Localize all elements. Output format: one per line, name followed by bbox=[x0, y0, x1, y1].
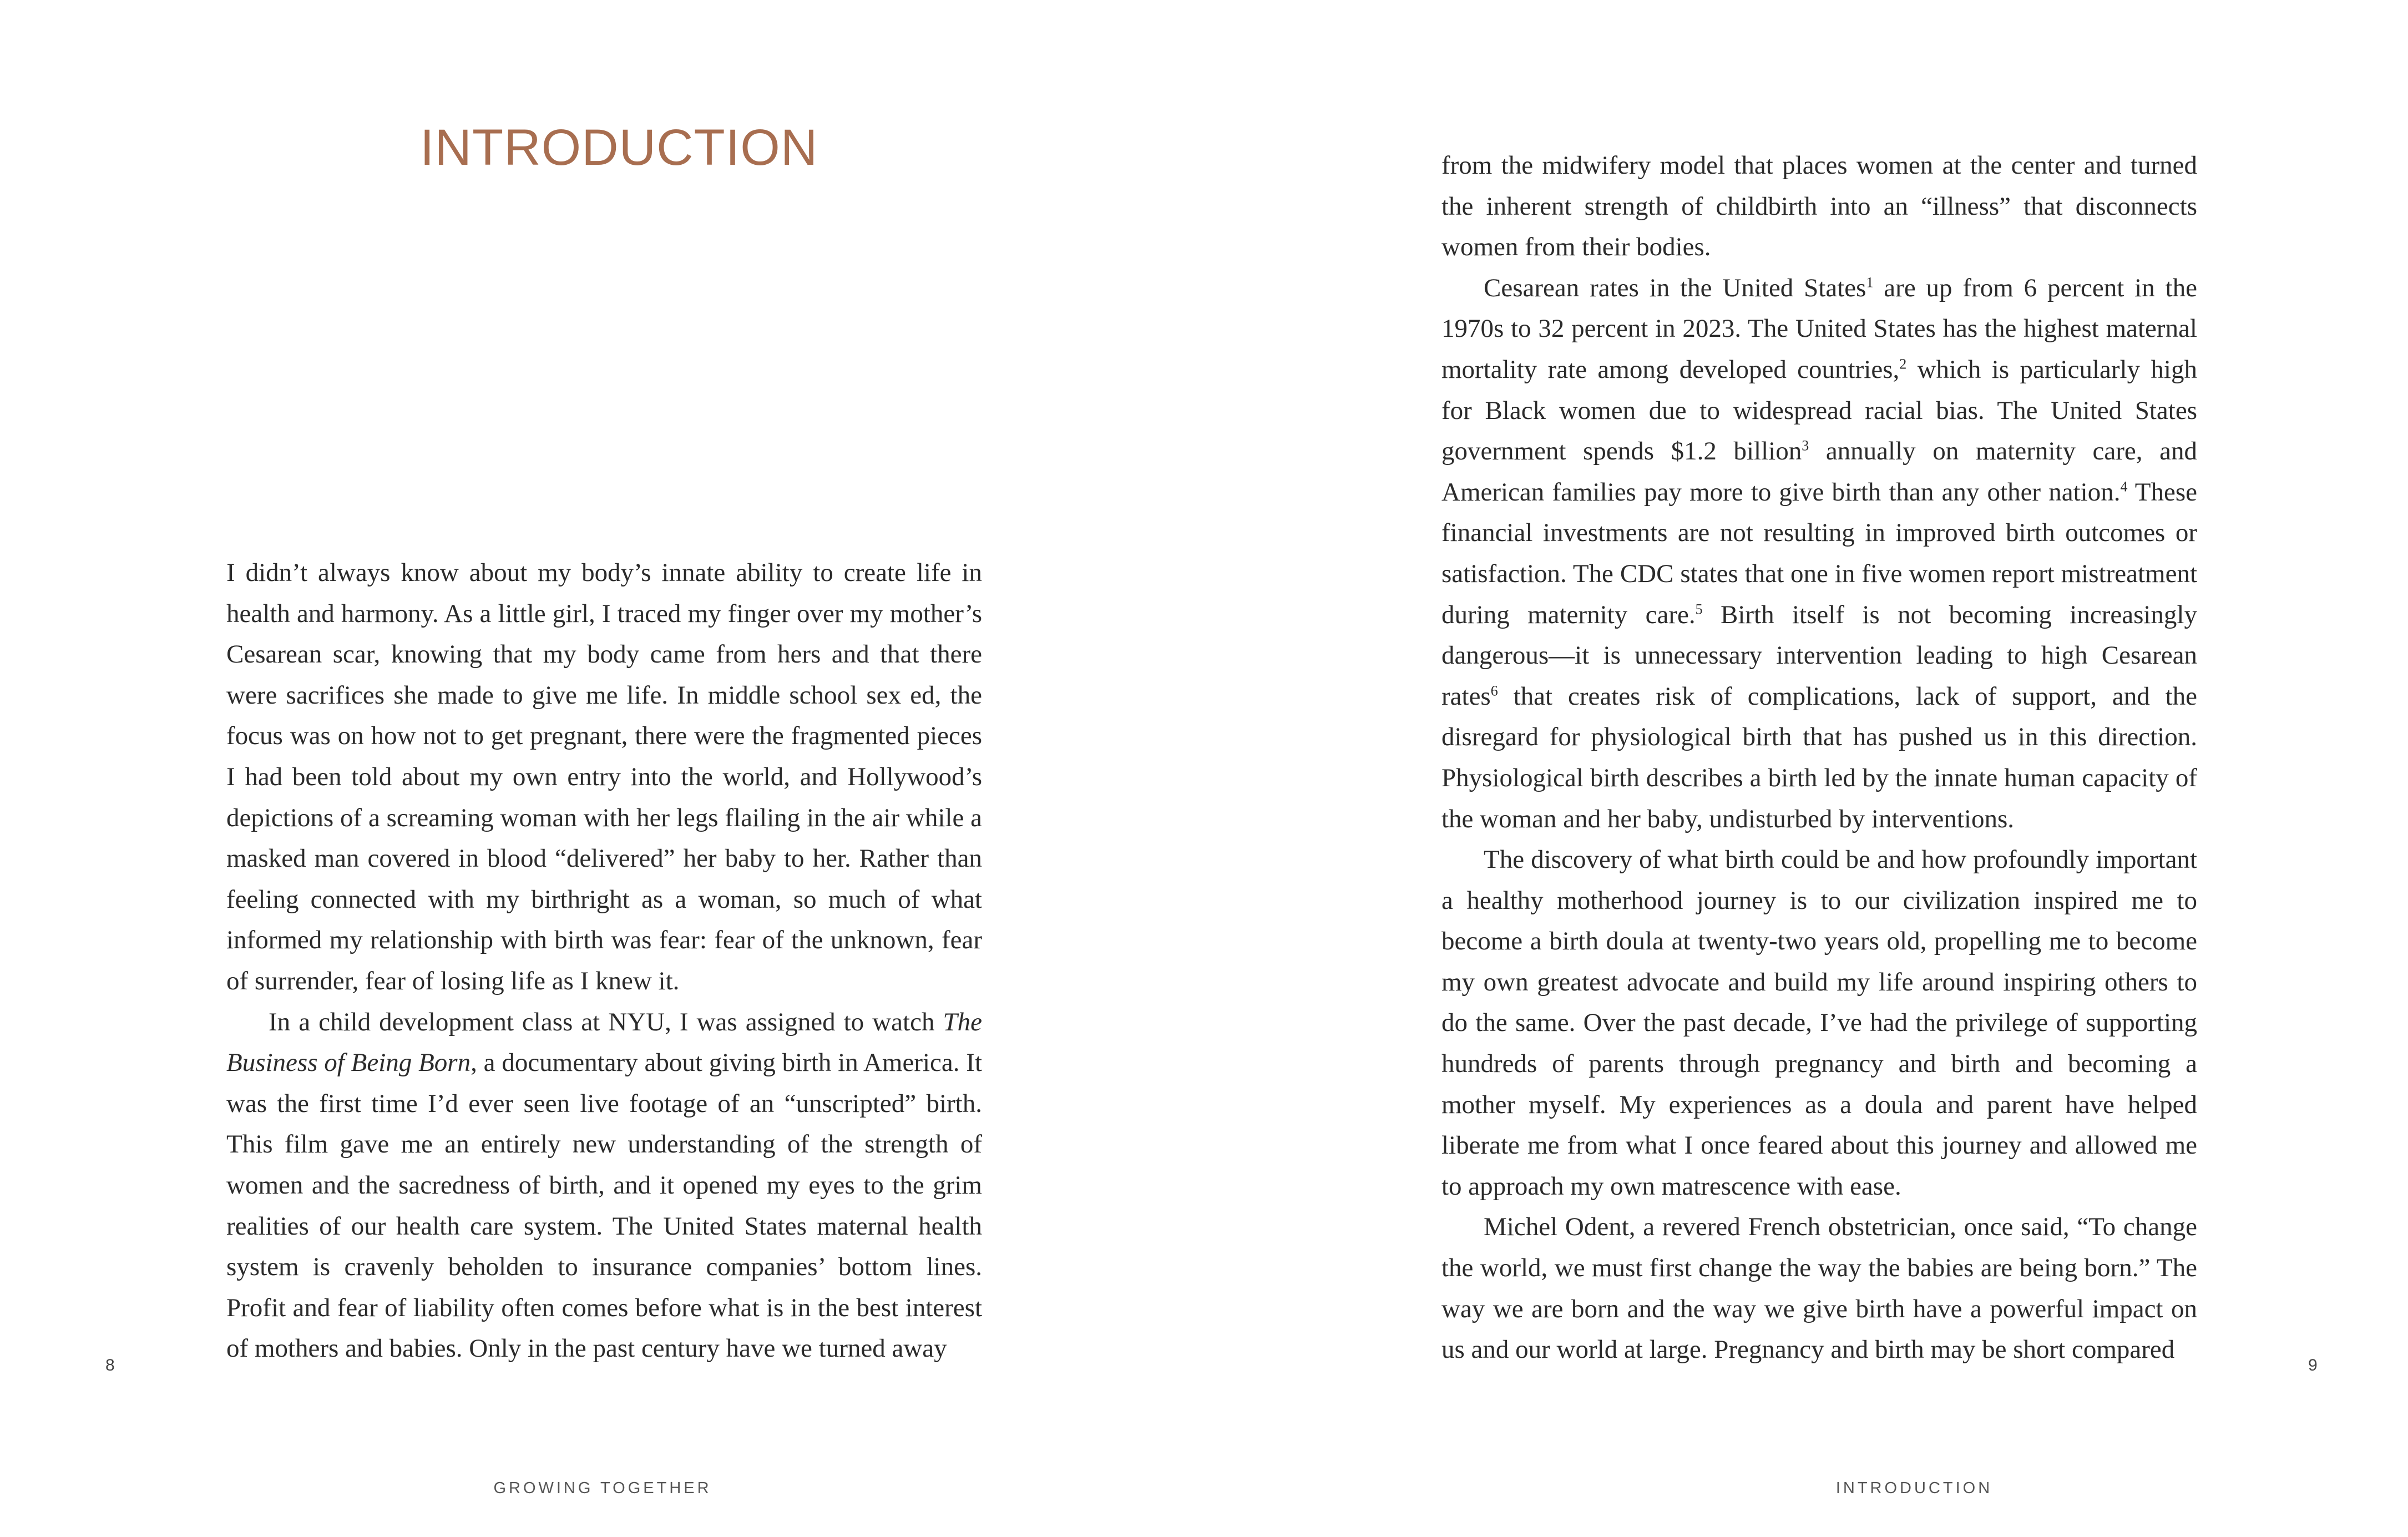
right-paragraph-3: The discovery of what birth could be and how profoundly important a healthy motherhood journey is to our civilization inspired me to become a birth doula at twenty-two years old, propelling me to become my own greatest advocate and build my life around inspiring others to do the same. Over the past decade, I’ve had the privilege of supporting hundreds of parents through pregnancy and birth and becoming a mother myself. My experiences as a doula and parent have helped liberate me from what I once feared about this journey and allowed me to approach my own matrescence with ease. bbox=[1441, 845, 2197, 1201]
chapter-title: INTRODUCTION bbox=[420, 119, 818, 176]
paragraph-text: annually on maternity care, and American families pay more to give birth than any other nation. bbox=[1441, 437, 2197, 507]
page-number-right: 9 bbox=[2308, 1356, 2318, 1374]
footnote-mark: 5 bbox=[1695, 600, 1703, 617]
running-foot-left: GROWING TOGETHER bbox=[493, 1479, 712, 1497]
right-body-text bbox=[1441, 145, 2197, 1371]
footnote-mark: 6 bbox=[1490, 682, 1498, 699]
paragraph-text: Cesarean rates in the United States bbox=[1484, 273, 1866, 302]
footnote-mark: 1 bbox=[1866, 274, 1874, 291]
right-page bbox=[1204, 0, 2408, 1537]
page-number-left: 8 bbox=[105, 1356, 115, 1374]
left-body-text bbox=[226, 553, 982, 1369]
paragraph-text: are up from 6 percent in the 1970s to 32 percent in 2023. The United States has the highest maternal mortality rate among developed countries, bbox=[1441, 273, 2197, 384]
right-paragraph-2 bbox=[1441, 268, 2197, 840]
footnote-mark: 4 bbox=[2120, 478, 2128, 495]
paragraph-text: In a child development class at NYU, I was assigned to watch bbox=[269, 1007, 943, 1037]
paragraph-text: These financial investments are not resulting in improved birth outcomes or satisfaction. The CDC states that one in five women report mistreatment during maternity care. bbox=[1441, 477, 2197, 629]
footnote-mark: 2 bbox=[1899, 356, 1907, 372]
running-foot-right: INTRODUCTION bbox=[1835, 1479, 1993, 1497]
paragraph-text: , a documentary about giving birth in America. It was the first time I’d ever seen live footage of an “unscripted” birth. This film gave me an entirely new understanding of the strength of women and the sacredness of birth, and it opened my eyes to the grim realities of our health care system. The United States maternal health system is cravenly beholden to insurance companies’ bottom lines. Profit and fear of liability often comes before what is in the best interest of mothers and babies. Only in the past century have we turned away bbox=[226, 1048, 983, 1363]
paragraph-text: which is particularly high for Black women due to widespread racial bias. The United States government spends $1.2 billion bbox=[1441, 355, 2197, 466]
paragraph-text: Birth itself is not becoming increasingly dangerous—it is unnecessary intervention leading to high Cesarean rates bbox=[1441, 600, 2197, 711]
right-paragraph-4: Michel Odent, a revered French obstetrician, once said, “To change the world, we must first change the way the babies are being born.” The way we are born and the way we give birth have a powerful impact on us and our world at large. Pregnancy and birth may be short compared bbox=[1441, 1212, 2197, 1364]
left-paragraph-2 bbox=[226, 1002, 982, 1369]
paragraph-text: that creates risk of complications, lack of support, and the disregard for physiological birth that has pushed us in this direction. Physiological birth describes a birth led by the innate human capacity of the woman and her baby, undisturbed by interventions. bbox=[1441, 681, 2197, 833]
right-paragraph-1: from the midwifery model that places women at the center and turned the inherent strength of childbirth into an “illness” that disconnects women from their bodies. bbox=[1441, 151, 2197, 262]
left-paragraph-1: I didn’t always know about my body’s innate ability to create life in health and harmony. As a little girl, I traced my finger over my mother’s Cesarean scar, knowing that my body came from hers and that there were sacrifices she made to give me life. In middle school sex ed, the focus was on how not to get pregnant, there were the fragmented pieces I had been told about my own entry into the world, and Hollywood’s depictions of a screaming woman with her legs flailing in the air while a masked man covered in blood “delivered” her baby to her. Rather than feeling connected with my birthright as a woman, so much of what informed my relationship with birth was fear: fear of the unknown, fear of surrender, fear of losing life as I knew it. bbox=[226, 558, 982, 995]
film-title: The Business of Being Born bbox=[226, 1007, 982, 1078]
footnote-mark: 3 bbox=[1802, 437, 1809, 454]
